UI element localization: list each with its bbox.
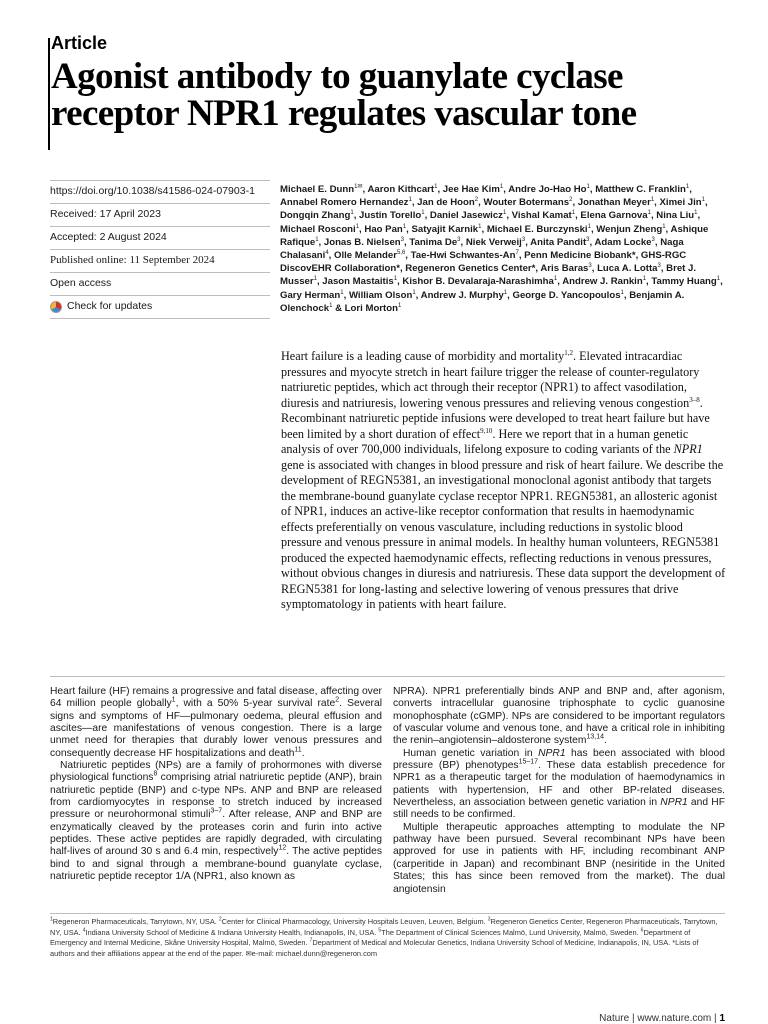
author-affiliation-marker: 3 xyxy=(657,263,661,270)
author-name-text: Jan de Hoon xyxy=(417,197,475,209)
author-name[interactable] xyxy=(530,237,589,248)
citation-superscript[interactable]: 8 xyxy=(153,770,158,778)
author-affiliation-marker: 4 xyxy=(325,249,329,256)
author-name[interactable] xyxy=(594,237,654,248)
author-affiliation-marker: 1 xyxy=(502,210,507,217)
text-run: Regeneron Pharmaceuticals, Tarrytown, NY, USA. xyxy=(52,917,219,926)
text-run: gene is associated with changes in blood pressure and risk of heart failure. We describe the development of REGN5381, an investigational monoclonal agonist antibody that targets the membrane-bound guanylate cyclase receptor NPR1. REGN5381, an allosteric agonist of NPR1, induces an active-like receptor conformation that results in haemodynamic effects preferentially on venous vasculature, including reductions in systolic blood pressure and venous pressure in animal models. In healthy human volunteers, REGN5381 produced the expected haemodynamic effects, reflecting reductions in venous pressures, without obvious changes in diuresis and natriuresis. These data support the development of REGN5381 for long-lasting and selective lowering of venous pressures that drive symptomatology in patients with heart failure. xyxy=(281,457,726,611)
author-affiliation-marker: 1 xyxy=(393,276,398,283)
text-run: Department of Emergency and Internal Medicine, Skåne University Hospital, Malmö, Sweden. xyxy=(50,927,691,947)
citation-superscript[interactable]: 3–7 xyxy=(210,808,223,816)
author-name[interactable] xyxy=(280,197,412,208)
accepted-date: Accepted: 2 August 2024 xyxy=(50,227,270,250)
text-run: has been associated with blood pressure (BP) phenotypes xyxy=(393,747,725,772)
author-affiliation-marker: 1 xyxy=(434,183,438,190)
author-name-text: Dongqin Zhang xyxy=(280,210,351,222)
footer-separator: | xyxy=(631,1013,635,1024)
citation-superscript[interactable]: 6 xyxy=(640,927,644,934)
affiliation-footnotes xyxy=(50,917,725,959)
author-name-text: Lori Morton xyxy=(344,302,398,314)
text-run: . Here we report that in a human genetic analysis of over 700,000 individuals, lifelong exposure to coding variants of the xyxy=(281,426,689,456)
author-name-text: Anita Pandit xyxy=(530,236,587,248)
citation-superscript[interactable]: 12 xyxy=(278,845,287,853)
author-affiliation-marker: 1 xyxy=(553,276,558,283)
author-name[interactable] xyxy=(280,210,354,221)
author-name[interactable] xyxy=(651,276,720,287)
author-name-text: Ashique Rafique xyxy=(280,223,709,248)
article-metadata xyxy=(50,180,270,319)
author-name-text: Michael E. Burczynski xyxy=(486,223,588,235)
author-name-text: Matthew C. Franklin xyxy=(595,184,686,195)
author-name-text: Jee Hae Kim xyxy=(442,184,500,195)
author-affiliation-marker: 1 xyxy=(315,236,319,243)
text-run: NPRA). NPR1 preferentially binds ANP and BNP and, after agonism, converts intracellular guanosine triphosphate to cyclic guanosine monophosphate (cGMP). NPs are considered to be important regulators of vascular volume and venous tone, and have a critical role in inhibiting the renin–angiotensin–aldosterone system xyxy=(393,686,725,747)
author-name[interactable] xyxy=(487,224,591,235)
author-name-text: GHS-RGC DiscovEHR Collaboration* xyxy=(280,250,687,275)
citation-superscript[interactable]: 11 xyxy=(294,746,302,754)
author-name-text: Aaron Kithcart xyxy=(367,184,435,195)
author-name-text: Jason Mastaitis xyxy=(322,276,394,288)
page-number: 1 xyxy=(719,1013,725,1024)
author-affiliation-marker: 1 xyxy=(571,210,576,217)
author-name-text: Jonathan Meyer xyxy=(577,197,651,209)
body-paragraph xyxy=(50,686,382,760)
author-name-text: Nina Liu xyxy=(656,210,695,222)
author-name-text: Andrew J. Murphy xyxy=(420,289,504,301)
text-run: Multiple therapeutic approaches attempting to modulate the NP pathway have been pursued. Several recombinant NPs have been approved for use in patients with HF, including recombinant ANP (carperitide in Japan) and recombinant BNP (nesiritide in the United States; this has since been removed from the market). The dual angiotensin xyxy=(393,821,725,895)
citation-superscript[interactable]: 7 xyxy=(309,937,313,944)
received-date: Received: 17 April 2023 xyxy=(50,204,270,227)
author-name[interactable] xyxy=(596,224,665,235)
text-run: . After release, ANP and BNP are enzymatically cleaved by the proteases corin and furin into active peptides. These active peptides are rapidly degraded, with circulating half-lives of around 30 s and 6.4 min, respectively xyxy=(50,809,382,858)
text-run: . Several signs and symptoms of HF—pulmonary oedema, pleural effusion and ascites—are manifestations of venous congestion. There is a large unmet need for therapies that durably lower venous pressures and consequently decrease HF hospitalizations and death xyxy=(50,698,382,759)
text-run: Department of Medical and Molecular Genetics, Indiana University School of Medicine, Indianapolis, IN, USA. *Lists of authors and their affiliations appear at the end of the paper. xyxy=(50,938,699,958)
published-date: Published online: 11 September 2024 xyxy=(50,250,270,273)
author-affiliation-marker: 1 xyxy=(499,183,504,190)
text-run: e-mail: michael.dunn@regeneron.com xyxy=(251,948,378,958)
author-name-text: Hao Pan xyxy=(364,223,403,235)
citation-superscript[interactable]: 1 xyxy=(50,916,53,923)
author-name[interactable] xyxy=(483,197,572,208)
body-paragraph xyxy=(393,748,725,822)
text-run: . The active peptides bind to and signal through a membrane-bound guanylate cyclase, natriuretic peptide receptor 1/A (NPR1, also known as xyxy=(50,846,382,883)
author-affiliation-marker: 1 xyxy=(412,289,416,296)
author-name[interactable] xyxy=(280,184,362,195)
author-name[interactable] xyxy=(364,224,406,235)
footnote-divider xyxy=(50,913,725,914)
body-column-right xyxy=(393,686,725,896)
author-name[interactable] xyxy=(367,184,437,195)
author-name[interactable] xyxy=(562,276,646,287)
author-name[interactable] xyxy=(512,290,623,301)
text-run: . xyxy=(301,747,305,759)
author-name[interactable] xyxy=(597,263,661,274)
author-affiliation-marker: 1 xyxy=(685,183,690,190)
text-run: ✉ xyxy=(245,948,252,958)
author-name[interactable] xyxy=(443,184,503,195)
author-affiliation-marker: 1 xyxy=(503,289,508,296)
article-title: Agonist antibody to guanylate cyclase receptor NPR1 regulates vascular tone xyxy=(51,56,637,134)
author-name-text: Michael E. Dunn xyxy=(280,184,355,195)
author-name-text: George D. Yancopoulos xyxy=(512,289,621,301)
author-affiliation-marker: 1 xyxy=(313,276,317,283)
author-affiliation-marker: 1 xyxy=(397,302,402,309)
author-name[interactable] xyxy=(411,250,519,261)
abstract xyxy=(281,349,726,613)
author-name[interactable] xyxy=(280,224,359,235)
author-name-text: Penn Medicine Biobank* xyxy=(524,250,636,262)
author-name-text: William Olson xyxy=(348,289,413,301)
author-name[interactable] xyxy=(580,210,651,221)
author-affiliation-marker: 1✉ xyxy=(354,183,363,190)
author-name-text: Tanima De xyxy=(409,236,458,248)
author-name-text: Elena Garnova xyxy=(580,210,648,222)
footer-site-link[interactable]: www.nature.com xyxy=(637,1013,712,1024)
author-name-text: Andre Jo-Hao Ho xyxy=(508,184,587,195)
author-name[interactable] xyxy=(656,210,697,221)
citation-superscript[interactable]: 2 xyxy=(335,696,340,704)
footer-separator: | xyxy=(714,1013,717,1024)
author-list: Michael E. Dunn$^{1✉}$, Aaron Kithcart$^1$, Jee Hae Kim$^1$, Andre Jo-Hao Ho$^1$, Matthew C. Franklin$^1$, Annabel Romero Hernandez$^1$, Jan de Hoon$^2$, Wouter Botermans$^2$, Jonathan Meyer$^1$, Ximei Jin$^1$, Dongqin Zhang$^1$, Justin Torello$^1$, Daniel Jasewicz$^1$, Vishal Kamat$^1$, Elena Garnova$^1$, Nina Liu$^1$, Michael Rosconi$^1$, Hao Pan$^1$, Satyajit Karnik$^1$, Michael E. Burczynski$^1$, Wenjun Zheng$^1$, Ashique Rafique$^1$, Jonas B. Nielsen$^3$, Tanima De$^3$, Niek Verweij$^3$, Anita Pandit$^3$, Adam Locke$^3$, Naga Chalasani$^4$, Olle Melander$^{5,6}$, Tae-Hwi Schwantes-An$^7$, Penn Medicine Biobank*, GHS-RGC DiscovEHR Collaboration*, Regeneron Genetics Center*, Aris Baras$^3$, Luca A. Lotta$^3$, Bret J. Musser$^1$, Jason Mastaitis$^1$, Kishor B. Devalaraja-Narashimha$^1$, Andrew J. Rankin$^1$, Tammy Huang$^1$, Gary Herman$^1$, William Olson$^1$, Andrew J. Murphy$^1$, George D. Yancopoulos$^1$, Benjamin A. Olenchock$^1$ & Lori Morton$^1$ xyxy=(280,183,723,314)
citation-superscript[interactable]: 3 xyxy=(487,916,491,923)
citation-superscript[interactable]: 1,2 xyxy=(564,348,574,357)
citation-superscript[interactable]: 2 xyxy=(218,916,222,923)
author-name-text: Michael Rosconi xyxy=(280,223,356,235)
author-name[interactable] xyxy=(359,210,425,221)
author-name-text: Kishor B. Devalaraja-Narashimha xyxy=(402,276,554,288)
text-run: . Elevated intracardiac pressures and myocyte stretch in heart failure trigger the release of counter-regulatory natriuretic peptides, which act through their receptor (NPR1) to affect vasodilation, diuresis and natriuresis, lowering venous pressures and relieving venous congestion xyxy=(281,349,700,410)
text-run: Heart failure is a leading cause of morbidity and mortality xyxy=(281,349,565,363)
author-affiliation-marker: 7 xyxy=(515,249,519,256)
author-affiliation-marker: 1 xyxy=(662,223,666,230)
citation-superscript[interactable]: 15–17 xyxy=(518,758,539,766)
author-name[interactable] xyxy=(322,276,397,287)
author-affiliation-marker: 3 xyxy=(586,236,590,243)
citation-superscript[interactable]: 13,14 xyxy=(586,733,605,741)
author-name-text: Regeneron Genetics Center* xyxy=(405,263,536,275)
text-run: The Department of Clinical Sciences Malmö, Lund University, Malmö, Sweden. xyxy=(381,927,641,937)
body-paragraph xyxy=(393,686,725,748)
italic-text: NPR1 xyxy=(673,442,703,456)
author-name[interactable] xyxy=(405,263,535,274)
author-name-text: Aris Baras xyxy=(540,263,589,275)
body-column-left xyxy=(50,686,382,884)
section-accent-rule xyxy=(48,38,50,150)
author-name-text: Luca A. Lotta xyxy=(597,263,658,275)
author-name-text: Wouter Botermans xyxy=(483,197,570,209)
author-name[interactable] xyxy=(411,224,481,235)
italic-text: NPR1 xyxy=(538,747,566,759)
author-affiliation-marker: 2 xyxy=(569,197,573,204)
author-name[interactable] xyxy=(430,210,506,221)
citation-superscript[interactable]: 3–8 xyxy=(689,395,700,404)
author-name[interactable] xyxy=(421,290,508,301)
author-name-text: Olle Melander xyxy=(334,250,397,262)
author-affiliation-marker: 1 xyxy=(478,223,482,230)
text-run: and HF still needs to be confirmed. xyxy=(393,797,726,821)
text-run: Regeneron Genetics Center, Regeneron Pharmaceuticals, Tarrytown, NY, USA. xyxy=(50,917,718,937)
author-affiliation-marker: 5,6 xyxy=(396,249,406,256)
author-affiliation-marker: 1 xyxy=(650,197,655,204)
author-affiliation-marker: 3 xyxy=(400,236,404,243)
author-name[interactable] xyxy=(595,184,689,195)
check-for-updates-button[interactable] xyxy=(50,296,270,319)
author-affiliation-marker: 1 xyxy=(329,302,333,309)
author-name-text: Wenjun Zheng xyxy=(596,223,663,235)
open-access-label: Open access xyxy=(50,273,270,296)
author-name-text: Niek Verweij xyxy=(465,236,522,248)
author-name[interactable] xyxy=(345,303,402,314)
author-name-text: Justin Torello xyxy=(359,210,422,222)
author-name[interactable] xyxy=(540,263,591,274)
author-name[interactable] xyxy=(466,237,525,248)
author-name-text: Andrew J. Rankin xyxy=(562,276,643,288)
text-run: Heart failure (HF) remains a progressive and fatal disease, affecting over 64 million people globally xyxy=(50,686,382,710)
check-for-updates-icon xyxy=(50,301,62,313)
author-name-text: Vishal Kamat xyxy=(511,210,572,222)
author-name-text: Tammy Huang xyxy=(651,276,717,288)
author-name[interactable] xyxy=(349,290,416,301)
author-name-text: Gary Herman xyxy=(280,289,341,301)
section-divider xyxy=(50,676,725,677)
author-affiliation-marker: 1 xyxy=(340,289,344,296)
author-name-text: Annabel Romero Hernandez xyxy=(280,197,409,209)
author-name[interactable] xyxy=(578,197,654,208)
author-affiliation-marker: 1 xyxy=(355,223,360,230)
author-affiliation-marker: 1 xyxy=(620,289,624,296)
citation-superscript[interactable]: 4 xyxy=(82,927,86,934)
body-paragraph xyxy=(393,822,725,896)
author-name-text: Daniel Jasewicz xyxy=(429,210,503,222)
author-name[interactable] xyxy=(660,197,705,208)
text-run: , with a 50% 5-year survival rate xyxy=(175,698,336,710)
author-affiliation-marker: 1 xyxy=(587,223,591,230)
doi-link[interactable]: https://doi.org/10.1038/s41586-024-07903-1 xyxy=(50,180,270,204)
author-affiliation-marker: 2 xyxy=(474,197,479,204)
citation-superscript[interactable]: 5 xyxy=(378,927,382,934)
author-affiliation-marker: 1 xyxy=(402,223,407,230)
author-affiliation-marker: 1 xyxy=(586,183,590,190)
text-run: . These data establish precedence for NPR1 as a therapeutic target for the modulation of haemodynamics in patients with hypertension, HF and other BP-related diseases. Nevertheless, an association between genetic variation in xyxy=(393,760,726,809)
author-affiliation-marker: 1 xyxy=(421,210,425,217)
author-affiliation-marker: 1 xyxy=(647,210,651,217)
text-run: Natriuretic peptides (NPs) are a family of prohormones with diverse physiological functions xyxy=(50,760,382,784)
author-affiliation-marker: 1 xyxy=(642,276,647,283)
author-affiliation-marker: 1 xyxy=(701,197,705,204)
footer-journal: Nature xyxy=(599,1013,630,1024)
section-label: Article xyxy=(51,33,108,53)
author-name-text: Ximei Jin xyxy=(659,197,702,209)
body-paragraph xyxy=(50,760,382,883)
text-run: Human genetic variation in xyxy=(403,747,539,759)
author-name[interactable] xyxy=(334,250,405,261)
citation-superscript[interactable]: 1 xyxy=(171,696,176,704)
author-name[interactable] xyxy=(512,210,575,221)
author-affiliation-marker: 3 xyxy=(651,236,655,243)
text-run: Center for Clinical Pharmacology, University Hospitals Leuven, Leuven, Belgium. xyxy=(221,917,488,926)
author-affiliation-marker: 3 xyxy=(457,236,461,243)
text-run: . xyxy=(604,735,607,747)
citation-superscript[interactable]: 9,10 xyxy=(480,426,493,435)
author-name-text: Jonas B. Nielsen xyxy=(323,236,401,248)
italic-text: NPR1 xyxy=(660,797,688,809)
check-for-updates-label: Check for updates xyxy=(67,300,153,312)
author-name-text: Naga Chalasani xyxy=(280,236,684,262)
author-name[interactable] xyxy=(402,276,557,287)
page-footer xyxy=(560,1013,725,1024)
author-name-text: Bret J. Musser xyxy=(280,263,697,288)
author-name[interactable] xyxy=(524,250,635,261)
author-name-text: Benjamin A. Olenchock xyxy=(280,289,685,314)
author-affiliation-marker: 3 xyxy=(521,236,526,243)
author-name[interactable] xyxy=(280,290,344,301)
author-name-text: Satyajit Karnik xyxy=(411,223,479,235)
author-name-text: Tae-Hwi Schwantes-An xyxy=(410,250,516,262)
text-run: Indiana University School of Medicine & Indiana University Health, Indianapolis, IN, USA. xyxy=(85,927,379,937)
author-name[interactable] xyxy=(508,184,590,195)
author-affiliation-marker: 3 xyxy=(588,263,592,270)
text-run: . Recombinant natriuretic peptide infusions were developed to treat heart failure but have been limited by a short duration of effect xyxy=(281,395,710,441)
author-affiliation-marker: 1 xyxy=(694,210,698,217)
author-affiliation-marker: 1 xyxy=(350,210,354,217)
author-affiliation-marker: 1 xyxy=(716,276,721,283)
author-name-text: Adam Locke xyxy=(594,236,652,248)
text-run: comprising atrial natriuretic peptide (ANP), brain natriuretic peptide (BNP) and c-type NPs. ANP and BNP are released from cardiomyocytes in response to stretch induced by increased pressure or neurohormonal stimuli xyxy=(50,772,383,821)
author-name[interactable] xyxy=(409,237,460,248)
author-name[interactable] xyxy=(417,197,478,208)
author-affiliation-marker: 1 xyxy=(408,197,412,204)
author-name[interactable] xyxy=(324,237,404,248)
